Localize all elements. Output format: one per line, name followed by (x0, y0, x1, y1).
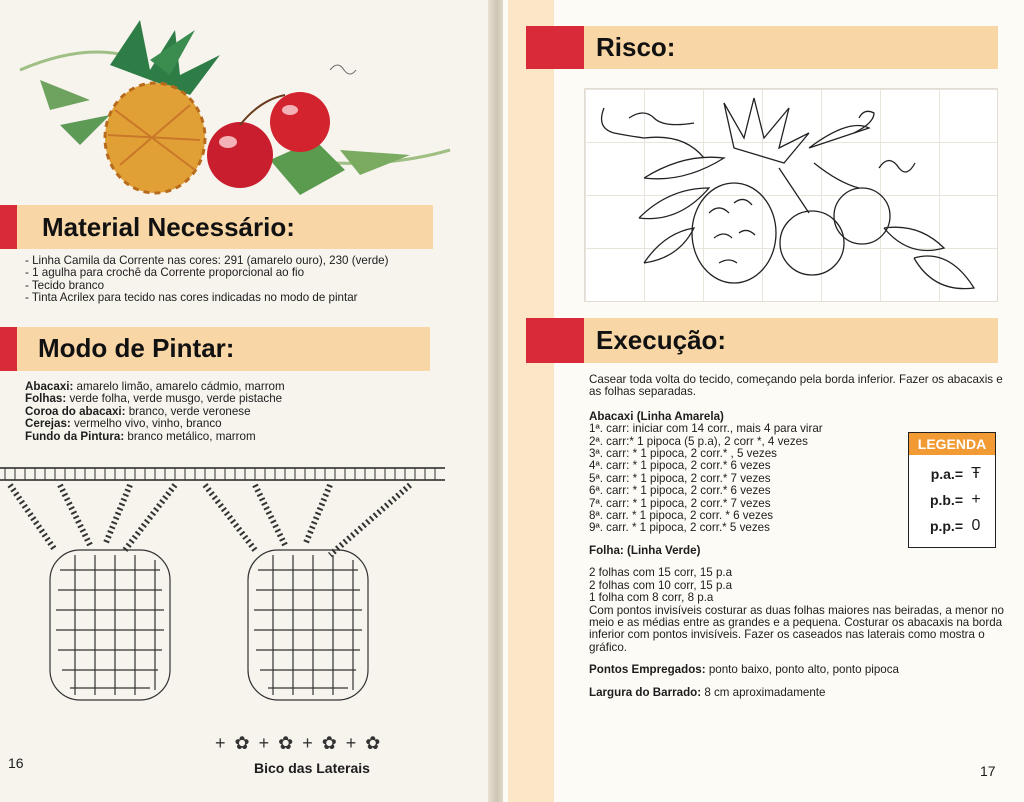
right-page-stripe (508, 0, 554, 802)
material-item: - Tecido branco (25, 278, 105, 292)
risco-title: Risco: (596, 32, 676, 62)
double-crochet-icon: Ŧ (971, 465, 981, 482)
abacaxi-row: 6ª. carr: * 1 pipoca, 2 corr.* 6 vezes (589, 484, 771, 498)
folha-row: 2 folhas com 15 corr, 15 p.a (589, 566, 733, 580)
abacaxi-row: 3ª. carr: * 1 pipoca, 2 corr.* , 5 vezes (589, 447, 777, 461)
single-crochet-icon: + (971, 491, 981, 508)
abacaxi-row: 7ª. carr: * 1 pipoca, 2 corr.* 7 vezes (589, 496, 771, 510)
material-header (0, 205, 433, 249)
modo-item: Coroa do abacaxi: branco, verde veronese (25, 404, 251, 418)
risco-header (526, 26, 998, 69)
materials-list (25, 255, 445, 305)
material-title: Material Necessário: (42, 212, 295, 242)
chart-caption: Bico das Laterais (254, 760, 370, 776)
legend-title: LEGENDA (909, 433, 995, 455)
left-page (0, 0, 490, 802)
legend-row-pp: p.p.= 0 (909, 513, 995, 539)
risco-line-drawing (584, 88, 996, 300)
abacaxi-row: 4ª. carr: * 1 pipoca, 2 corr.* 6 vezes (589, 459, 771, 473)
modo-item: Cerejas: vermelho vivo, vinho, branco (25, 417, 222, 431)
abacaxi-row: 9ª. carr. * 1 pipoca, 2 corr.* 5 vezes (589, 521, 770, 535)
page-number-right: 17 (980, 763, 996, 779)
folha-row: 1 folha com 8 corr, 8 p.a (589, 591, 714, 605)
execucao-title: Execução: (596, 325, 727, 355)
modo-item: Abacaxi: amarelo limão, amarelo cádmio, marrom (25, 380, 285, 393)
stitch-key-row: + ✿ + ✿ + ✿ + ✿ (215, 733, 383, 753)
pineapple-cherries-painting (0, 0, 470, 205)
crochet-chart (0, 460, 450, 710)
material-item: - Linha Camila da Corrente nas cores: 291 (amarelo ouro), 230 (verde) (25, 254, 389, 267)
abacaxi-title: Abacaxi (Linha Amarela) (589, 409, 724, 423)
execucao-header (526, 318, 998, 363)
intro-paragraph: Casear toda volta do tecido, começando pela borda inferior. Fazer os abacaxis e as folhas separadas. (589, 373, 1003, 399)
abacaxi-row: 5ª. carr: * 1 pipoca, 2 corr.* 7 vezes (589, 471, 771, 485)
modo-item: Fundo da Pintura: branco metálico, marrom (25, 429, 256, 443)
legend-row-pb: p.b.= + (909, 487, 995, 513)
folha-title: Folha: (Linha Verde) (589, 543, 701, 557)
abacaxi-row: 8ª. carr. * 1 pipoca, 2 corr. * 6 vezes (589, 509, 774, 523)
folha-row: Com pontos invisíveis costurar as duas folhas maiores nas beiradas, a menor no meio e as médias entre as grandes e a pequena. Costurar os abacaxis na borda inferior com pontos invisíveis. Fazer os caseados nas laterais como mostra o gráfico. (589, 603, 1005, 654)
page-number-left: 16 (8, 755, 24, 771)
modo-title: Modo de Pintar: (38, 333, 235, 363)
legend-box (908, 432, 996, 548)
pontos-line: Pontos Empregados: ponto baixo, ponto alto, ponto pipoca (589, 663, 899, 677)
abacaxi-row: 1ª. carr: iniciar com 14 corr., mais 4 para virar (589, 422, 823, 436)
folha-row: 2 folhas com 10 corr, 15 p.a (589, 578, 733, 592)
abacaxi-row: 2ª. carr:* 1 pipoca (5 p.a), 2 corr *, 4 vezes (589, 434, 808, 448)
modo-item: Folhas: verde folha, verde musgo, verde pistache (25, 392, 283, 406)
material-item: - Tinta Acrilex para tecido nas cores indicadas no modo de pintar (25, 291, 358, 305)
legend-row-pa: p.a.= Ŧ (909, 461, 995, 487)
material-item: - 1 agulha para crochê da Corrente proporcional ao fio (25, 266, 305, 280)
modo-header (0, 327, 430, 371)
largura-line: Largura do Barrado: 8 cm aproximadamente (589, 685, 826, 699)
popcorn-stitch-icon: 0 (971, 517, 981, 534)
modo-list (25, 381, 445, 443)
